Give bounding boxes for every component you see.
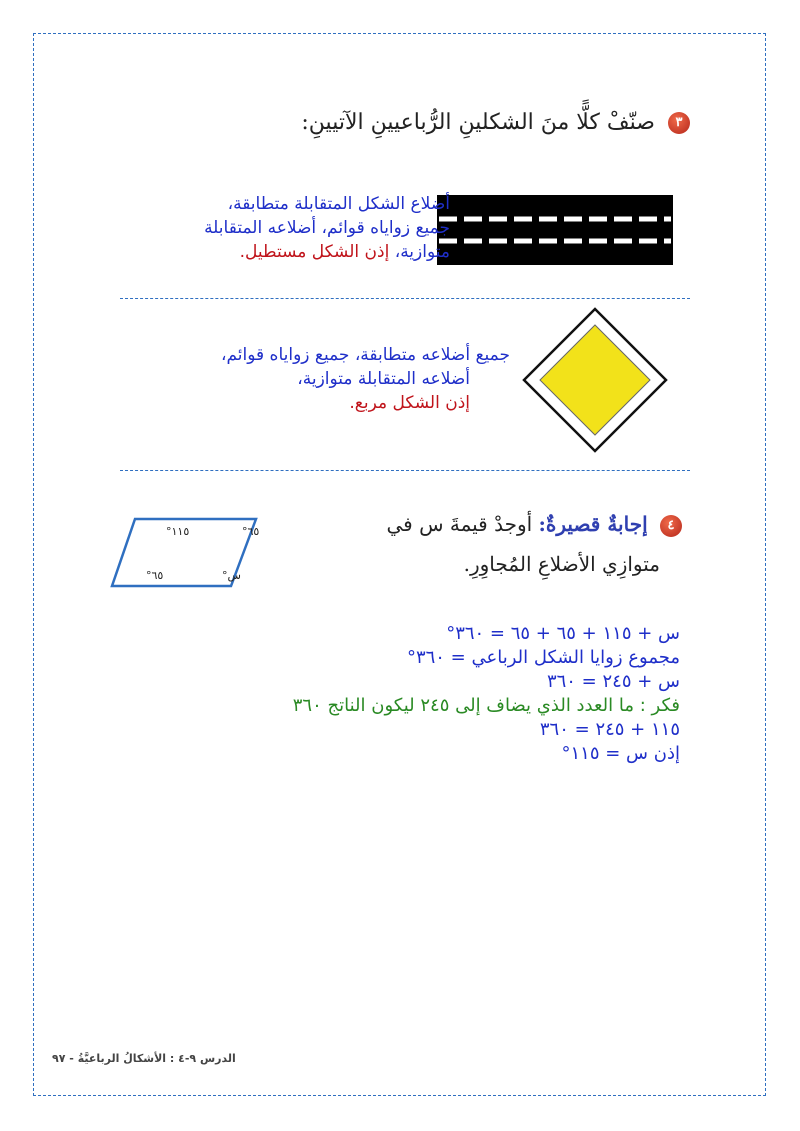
question-4: [386, 512, 682, 537]
parallelogram-diagram: [110, 515, 260, 590]
answer-conclusion: إذن الشكل مربع.: [349, 393, 470, 413]
work-line: س + ٢٤٥ = ٣٦٠: [546, 671, 680, 692]
question-3: [301, 110, 690, 135]
solution-work: [293, 622, 680, 766]
page-number: ٩٧: [52, 1052, 66, 1065]
shape-1-answer: [204, 192, 450, 264]
work-line: ١١٥ + ٢٤٥ = ٣٦٠: [539, 719, 680, 740]
section-divider: [120, 298, 690, 299]
angle-label: س°: [222, 569, 241, 582]
shape-2-answer: [221, 343, 510, 415]
question-3-prompt: صنّفْ كلًّا منَ الشكلينِ الرُّباعيينِ الآتيينِ:: [301, 110, 655, 135]
work-line: مجموع زوايا الشكل الرباعي = ٣٦٠°: [406, 647, 680, 668]
short-answer-keyword: إجابةٌ قصيرةٌ:: [538, 512, 648, 536]
priority-road-sign-icon: [520, 305, 670, 455]
lesson-title: الدرس ٩-٤ : الأشكالُ الرباعيَّةُ: [77, 1052, 236, 1065]
answer-line: أضلاعه المتقابلة متوازية،: [297, 369, 470, 389]
work-result: إذن س = ١١٥°: [561, 743, 680, 764]
question-number-badge: ٤: [660, 515, 682, 537]
question-4-prompt-continued: متوازِي الأضلاعِ المُجاوِرِ.: [463, 552, 660, 576]
section-divider: [120, 470, 690, 471]
answer-line: متوازية،: [394, 242, 450, 262]
road-lane-icon: [437, 195, 673, 265]
angle-label: ١١٥°: [166, 525, 190, 538]
angle-label: ٦٥°: [146, 569, 164, 582]
angle-label: ٦٥°: [242, 525, 260, 538]
answer-conclusion: إذن الشكل مستطيل.: [239, 242, 390, 262]
work-line: س + ١١٥ + ٦٥ + ٦٥ = ٣٦٠°: [446, 623, 680, 644]
page-footer: الدرس ٩-٤ : الأشكالُ الرباعيَّةُ - ٩٧: [52, 1052, 236, 1065]
answer-line: أضلاع الشكل المتقابلة متطابقة،: [227, 194, 450, 214]
question-number-badge: ٣: [668, 112, 690, 134]
work-hint: فكر : ما العدد الذي يضاف إلى ٢٤٥ ليكون الناتج ٣٦٠: [292, 695, 680, 716]
answer-line: جميع أضلاعه متطابقة، جميع زواياه قوائم،: [220, 345, 510, 365]
question-4-prompt: أوجدْ قيمةَ س في: [386, 512, 533, 536]
answer-line: جميع زواياه قوائم، أضلاعه المتقابلة: [204, 218, 450, 238]
